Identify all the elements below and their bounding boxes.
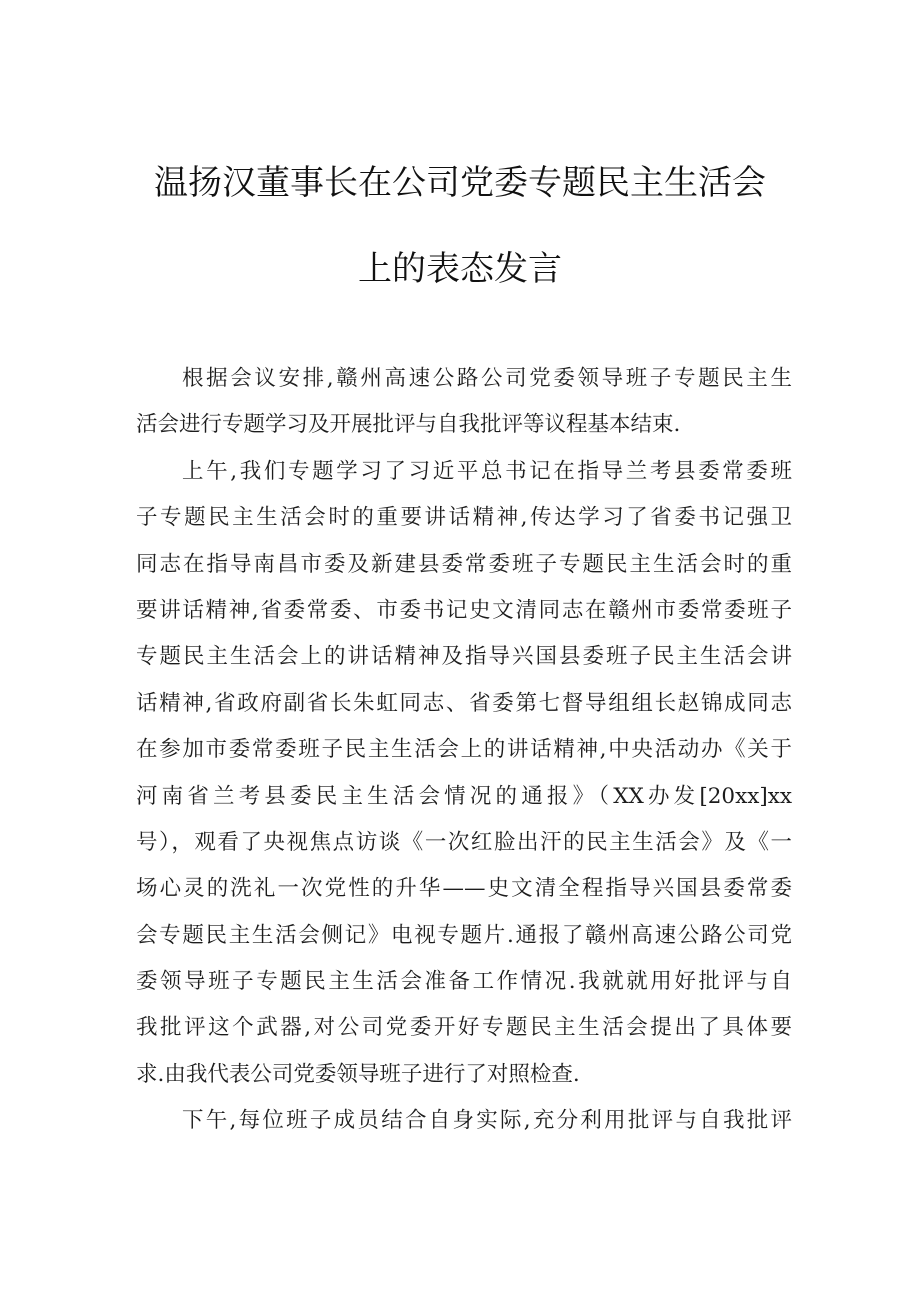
paragraph-1-line-1: 根据会议安排,赣州高速公路公司党委领导班子专题民主生 bbox=[182, 366, 792, 391]
paragraph-2-line-1: 上午,我们专题学习了习近平总书记在指导兰考县委常委班 bbox=[182, 458, 792, 484]
paragraph-2-line-2: 子专题民主生活会时的重要讲话精神,传达学习了省委书记强卫 bbox=[136, 505, 792, 531]
paragraph-2-line-5: 专题民主生活会上的讲话精神及指导兴国县委班子民主生活会讲 bbox=[136, 644, 792, 670]
paragraph-2-line-14: 求.由我代表公司党委领导班子进行了对照检查. bbox=[136, 1061, 580, 1087]
paragraph-2-line-4: 要讲话精神,省委常委、市委书记史文清同志在赣州市委常委班子 bbox=[136, 597, 792, 623]
paragraph-2-line-7: 在参加市委常委班子民主生活会上的讲话精神,中央活动办《关于 bbox=[136, 737, 792, 763]
paragraph-2-line-11: 会专题民主生活会侧记》电视专题片.通报了赣州高速公路公司党 bbox=[136, 922, 792, 948]
paragraph-2-line-8: 河南省兰考县委民主生活会情况的通报》（XX办发[20xx]xx bbox=[136, 783, 792, 809]
document-title-line-1: 温扬汉董事长在公司党委专题民主生活会 bbox=[154, 163, 766, 203]
document-body bbox=[136, 356, 792, 1145]
document-title-line-2: 上的表态发言 bbox=[358, 249, 562, 289]
paragraph-2-line-3: 同志在指导南昌市委及新建县委常委班子专题民主生活会时的重 bbox=[136, 551, 792, 577]
paragraph-3-line-1: 下午,每位班子成员结合自身实际,充分利用批评与自我批评 bbox=[182, 1108, 792, 1134]
paragraph-2-line-13: 我批评这个武器,对公司党委开好专题民主生活会提出了具体要 bbox=[136, 1015, 792, 1041]
paragraph-2-line-9: 号），观看了央视焦点访谈《一次红脸出汗的民主生活会》及《一 bbox=[136, 829, 792, 855]
paragraph-2-line-10: 场心灵的洗礼一次党性的升华——史文清全程指导兴国县委常委 bbox=[136, 876, 792, 902]
paragraph-2-line-12: 委领导班子专题民主生活会准备工作情况.我就就用好批评与自 bbox=[136, 969, 792, 995]
paragraph-1-line-2: 活会进行专题学习及开展批评与自我批评等议程基本结束. bbox=[136, 412, 681, 438]
paragraph-2-line-6: 话精神,省政府副省长朱虹同志、省委第七督导组组长赵锦成同志 bbox=[136, 690, 792, 716]
